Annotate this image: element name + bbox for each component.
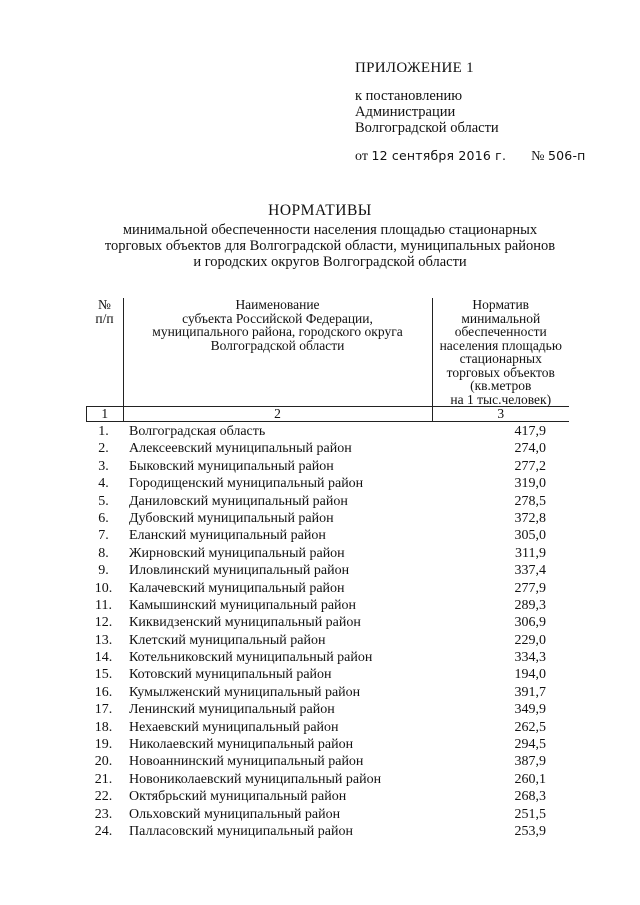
row-name: Котовский муниципальный район (129, 667, 332, 683)
row-value: 251,5 (514, 806, 546, 822)
table-row (86, 545, 586, 562)
subtitle-line-1: минимальной обеспеченности населения площадью стационарных (122, 222, 538, 238)
row-number: 3. (98, 458, 109, 474)
table-row (86, 510, 586, 527)
row-value: 387,9 (514, 754, 546, 770)
row-number: 22. (94, 789, 113, 805)
row-value: 417,9 (514, 424, 546, 439)
row-value: 294,5 (514, 737, 546, 753)
table-row (86, 771, 586, 788)
row-number: 1. (98, 424, 109, 439)
row-name: Даниловский муниципальный район (129, 493, 348, 509)
row-number: 2. (98, 441, 109, 457)
row-value: 194,0 (514, 667, 546, 683)
row-value: 372,8 (514, 510, 546, 526)
row-name: Волгоградская область (129, 424, 266, 439)
row-name: Клетский муниципальный район (129, 632, 326, 648)
row-number: 24. (94, 823, 113, 839)
table-row (86, 475, 586, 492)
row-value: 337,4 (514, 563, 546, 579)
row-value: 305,0 (514, 528, 546, 544)
row-name: Кумылженский муниципальный район (129, 684, 361, 700)
row-value: 253,9 (514, 823, 546, 839)
appendix-block (355, 60, 615, 165)
row-value: 391,7 (514, 684, 546, 700)
row-value: 229,0 (514, 632, 546, 648)
column-number-1: 1 (87, 407, 124, 422)
row-number: 21. (94, 771, 113, 787)
table-row (86, 493, 586, 510)
row-name: Киквидзенский муниципальный район (129, 615, 361, 631)
row-name: Алексеевский муниципальный район (129, 441, 352, 457)
header-name-column: Наименование субъекта Российской Федерации, муниципального района, городского округа Волгоградской области (123, 298, 432, 407)
row-value: 277,2 (514, 458, 546, 474)
row-name: Новоаннинский муниципальный район (129, 754, 364, 770)
row-value: 349,9 (514, 702, 546, 718)
row-number: 18. (94, 719, 113, 735)
table-row (86, 614, 586, 631)
number-prefix: № (531, 149, 545, 164)
row-name: Новониколаевский муниципальный район (129, 771, 382, 787)
row-number: 12. (94, 615, 113, 631)
row-number: 20. (94, 754, 113, 770)
row-value: 334,3 (514, 650, 546, 666)
row-name: Ленинский муниципальный район (129, 702, 335, 718)
table-row (86, 806, 586, 823)
row-name: Иловлинский муниципальный район (129, 563, 350, 579)
row-name: Быковский муниципальный район (129, 458, 334, 474)
subtitle-line-2: торговых объектов для Волгоградской области, муниципальных районов (104, 238, 556, 254)
row-value: 278,5 (514, 493, 546, 509)
row-name: Палласовский муниципальный район (129, 823, 353, 839)
document-title: НОРМАТИВЫ (268, 202, 372, 219)
row-number: 10. (94, 580, 113, 596)
table-row (86, 580, 586, 597)
subtitle-line-3: и городских округов Волгоградской области (193, 254, 467, 270)
row-number: 14. (94, 650, 113, 666)
column-number-3: 3 (432, 407, 569, 422)
table-row (86, 666, 586, 683)
row-number: 8. (98, 545, 109, 561)
row-number: 5. (98, 493, 109, 509)
table-row (86, 753, 586, 770)
table-row (86, 562, 586, 579)
row-name: Камышинский муниципальный район (129, 597, 357, 613)
row-number: 9. (98, 563, 109, 579)
row-name: Котельниковский муниципальный район (129, 650, 373, 666)
row-number: 15. (94, 667, 113, 683)
table-row (86, 823, 586, 840)
row-name: Калачевский муниципальный район (129, 580, 345, 596)
row-number: 13. (94, 632, 113, 648)
row-name: Ольховский муниципальный район (129, 806, 341, 822)
row-value: 274,0 (514, 441, 546, 457)
row-name: Дубовский муниципальный район (129, 510, 334, 526)
table-row (86, 632, 586, 649)
row-value: 319,0 (514, 476, 546, 492)
appendix-line-1: к постановлению (355, 88, 463, 104)
row-value: 268,3 (514, 789, 546, 805)
table-row (86, 597, 586, 614)
row-number: 19. (94, 737, 113, 753)
row-number: 16. (94, 684, 113, 700)
row-value: 311,9 (515, 545, 546, 561)
table-row (86, 701, 586, 718)
row-number: 23. (94, 806, 113, 822)
row-value: 277,9 (514, 580, 546, 596)
table-row (86, 649, 586, 666)
row-value: 262,5 (514, 719, 546, 735)
table-header (86, 298, 569, 422)
header-row (87, 298, 570, 407)
decree-number: 506-п (547, 148, 586, 163)
table-row (86, 788, 586, 805)
table-row (86, 719, 586, 736)
row-name: Жирновский муниципальный район (129, 545, 345, 561)
decree-date: 12 сентября 2016 г. (371, 148, 507, 163)
table-row (86, 458, 586, 475)
header-norm-column: Норматив минимальной обеспеченности населения площадью стационарных торговых объектов (кв.метров на 1 тыс.человек) (432, 298, 569, 407)
row-number: 17. (94, 702, 113, 718)
row-value: 260,1 (514, 771, 546, 787)
document-subtitle (80, 222, 580, 270)
row-number: 4. (98, 476, 109, 492)
table-body (86, 423, 586, 840)
decree-line (355, 148, 615, 165)
appendix-title: ПРИЛОЖЕНИЕ 1 (355, 60, 474, 76)
date-prefix: от (355, 149, 368, 164)
table-row (86, 423, 586, 440)
row-number: 6. (98, 510, 109, 526)
row-value: 289,3 (514, 597, 546, 613)
row-name: Октябрьский муниципальный район (129, 789, 347, 805)
row-value: 306,9 (514, 615, 546, 631)
row-name: Нехаевский муниципальный район (129, 719, 339, 735)
row-name: Городищенский муниципальный район (129, 476, 364, 492)
row-name: Еланский муниципальный район (129, 528, 326, 544)
header-number-column: № п/п (95, 297, 114, 326)
appendix-line-3: Волгоградской области (355, 120, 499, 136)
row-number: 7. (98, 528, 109, 544)
column-number-row (87, 407, 570, 422)
table-row (86, 684, 586, 701)
column-number-2: 2 (123, 407, 432, 422)
table-row (86, 440, 586, 457)
row-name: Николаевский муниципальный район (129, 737, 354, 753)
table-row (86, 527, 586, 544)
table-row (86, 736, 586, 753)
row-number: 11. (95, 597, 112, 613)
appendix-line-2: Администрации (355, 104, 456, 120)
